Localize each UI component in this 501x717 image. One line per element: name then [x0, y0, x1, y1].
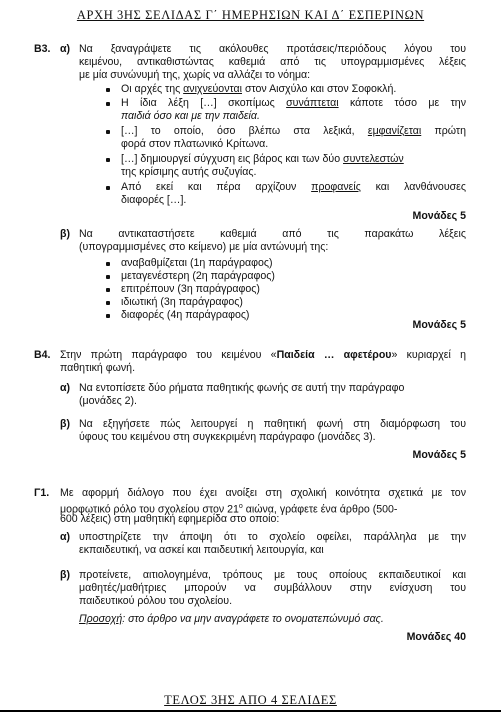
- b3-a-line3: με μία συνώνυμή της, χωρίς να αλλάζει το νόημα:: [79, 69, 311, 81]
- b3-a-line2: κειμένου, αντικαθιστώντας καθεμιά από τις υπογραμμισμένες λέξεις: [79, 56, 466, 68]
- b4-b-line2: ύφους του κειμένου στη συγκεκριμένη παράγραφο (μονάδες 3).: [79, 431, 376, 443]
- b3-bullet-5-cont: διαφορές […].: [121, 194, 187, 206]
- question-g1-label: Γ1.: [34, 487, 50, 499]
- b3-a-label: α): [60, 43, 71, 55]
- bullet-icon: [106, 288, 110, 292]
- b4-b-line1: Να εξηγήσετε πώς λειτουργεί η παθητική φωνή στη διαμόρφωση του: [79, 418, 466, 430]
- b3-bullet-3: […] το οποίο, όσο βλέπω στα λεξικά, εμφανίζεται πρώτη: [121, 125, 467, 137]
- b3-b-item-4: ιδιωτική (3η παράγραφος): [121, 296, 243, 308]
- b3-b-item-5: διαφορές (4η παράγραφος): [121, 309, 250, 321]
- b4-points: Μονάδες 5: [412, 449, 466, 461]
- b4-a-line1: Να εντοπίσετε δύο ρήματα παθητικής φωνής σε αυτή την παράγραφο: [79, 382, 405, 394]
- bullet-icon: [106, 88, 110, 92]
- b3-bullet-5: Από εκεί και πέρα αρχίζουν προφανείς και λανθάνουσες: [121, 181, 466, 193]
- g1-note: Προσοχή: στο άρθρο να μην αναγράφετε το ονοματεπώνυμό σας.: [79, 613, 384, 625]
- g1-intro-line3: 600 λέξεις) στη μαθητική εφημερίδα στο οποίο:: [60, 513, 280, 525]
- b3-bullet-3-cont: φορά στον πλατωνικό Κρίτωνα.: [121, 138, 269, 150]
- question-b4-label: Β4.: [34, 349, 51, 361]
- g1-b-line1: προτείνετε, αιτιολογημένα, τρόπους με τους οποίους εκπαιδευτικοί και: [79, 569, 466, 581]
- g1-a-line1: υποστηρίζετε την άποψη ότι το σχολείο οφείλει, παράλληλα με την: [79, 531, 466, 543]
- g1-b-line3: παιδευτικού ρόλου του σχολείου.: [79, 595, 233, 607]
- b3-b-label: β): [60, 228, 70, 240]
- g1-intro-line2: μορφωτικό ρόλο του σχολείου στον $21^o$ αιώνα, γράφετε ένα άρθρο (500-: [60, 503, 398, 516]
- g1-a-line2: εκπαιδευτική, να ασκεί και παιδευτική λειτουργία, και: [79, 544, 324, 556]
- g1-intro-line1: Με αφορμή διάλογο που έχει ανοίξει στη σχολική κοινότητα σχετικά με τον: [60, 487, 466, 499]
- b4-intro-line2: παθητική φωνή.: [60, 362, 136, 374]
- page-header: ΑΡΧΗ 3ΗΣ ΣΕΛΙΔΑΣ Γ΄ ΗΜΕΡΗΣΙΩΝ ΚΑΙ Δ΄ ΕΣΠΕΡΙΝΩΝ: [76, 8, 425, 22]
- b4-intro: Στην πρώτη παράγραφο του κειμένου «Παιδεία … αφετέρου» κυριαρχεί η: [60, 349, 466, 361]
- b3-b-line1: Να αντικαταστήσετε καθεμιά από τις παρακάτω λέξεις: [79, 228, 466, 240]
- b3-a-line1: Να ξαναγράψετε τις ακόλουθες προτάσεις/περιόδους λόγου του: [79, 43, 466, 55]
- b3-b-line2: (υπογραμμισμένες στο κείμενο) με μία αντώνυμή της:: [79, 241, 329, 253]
- b3-bullet-4-cont: της κρίσιμης αυτής συζυγίας.: [121, 166, 257, 178]
- bullet-icon: [106, 275, 110, 279]
- b3-bullet-2: Η ίδια λέξη […] σκοπίμως συνάπτεται κάποτε τόσο με την: [121, 97, 466, 109]
- g1-b-line2: μαθητές/μαθήτριες μπορούν να συμβάλλουν στην ενίσχυση του: [79, 582, 466, 594]
- bottom-rule: [0, 710, 501, 712]
- b3-bullet-4: […] δημιουργεί σύγχυση εις βάρος και των δύο συντελεστών: [121, 153, 404, 165]
- b3-b-item-1: αναβαθμίζεται (1η παράγραφος): [121, 257, 273, 269]
- question-b3-label: Β3.: [34, 43, 51, 55]
- bullet-icon: [106, 130, 110, 134]
- b3-b-points: Μονάδες 5: [412, 319, 466, 331]
- bullet-icon: [106, 186, 110, 190]
- g1-b-label: β): [60, 569, 70, 581]
- bullet-icon: [106, 301, 110, 305]
- g1-a-label: α): [60, 531, 71, 543]
- b3-bullet-2-cont: παιδιά όσο και με την παιδεία.: [121, 110, 260, 122]
- page-footer: ΤΕΛΟΣ 3ΗΣ ΑΠΟ 4 ΣΕΛΙΔΕΣ: [164, 693, 337, 707]
- b4-a-label: α): [60, 382, 71, 394]
- b3-bullet-1: Οι αρχές της ανιχνεύονται στον Αισχύλο και στον Σοφοκλή.: [121, 83, 397, 95]
- bullet-icon: [106, 314, 110, 318]
- g1-points: Μονάδες 40: [406, 631, 466, 643]
- b4-b-label: β): [60, 418, 70, 430]
- b3-b-item-3: επιτρέπουν (3η παράγραφος): [121, 283, 260, 295]
- bullet-icon: [106, 262, 110, 266]
- bullet-icon: [106, 158, 110, 162]
- b3-a-points: Μονάδες 5: [412, 210, 466, 222]
- bullet-icon: [106, 102, 110, 106]
- b3-b-item-2: μεταγενέστερη (2η παράγραφος): [121, 270, 275, 282]
- b4-a-line2: (μονάδες 2).: [79, 395, 137, 407]
